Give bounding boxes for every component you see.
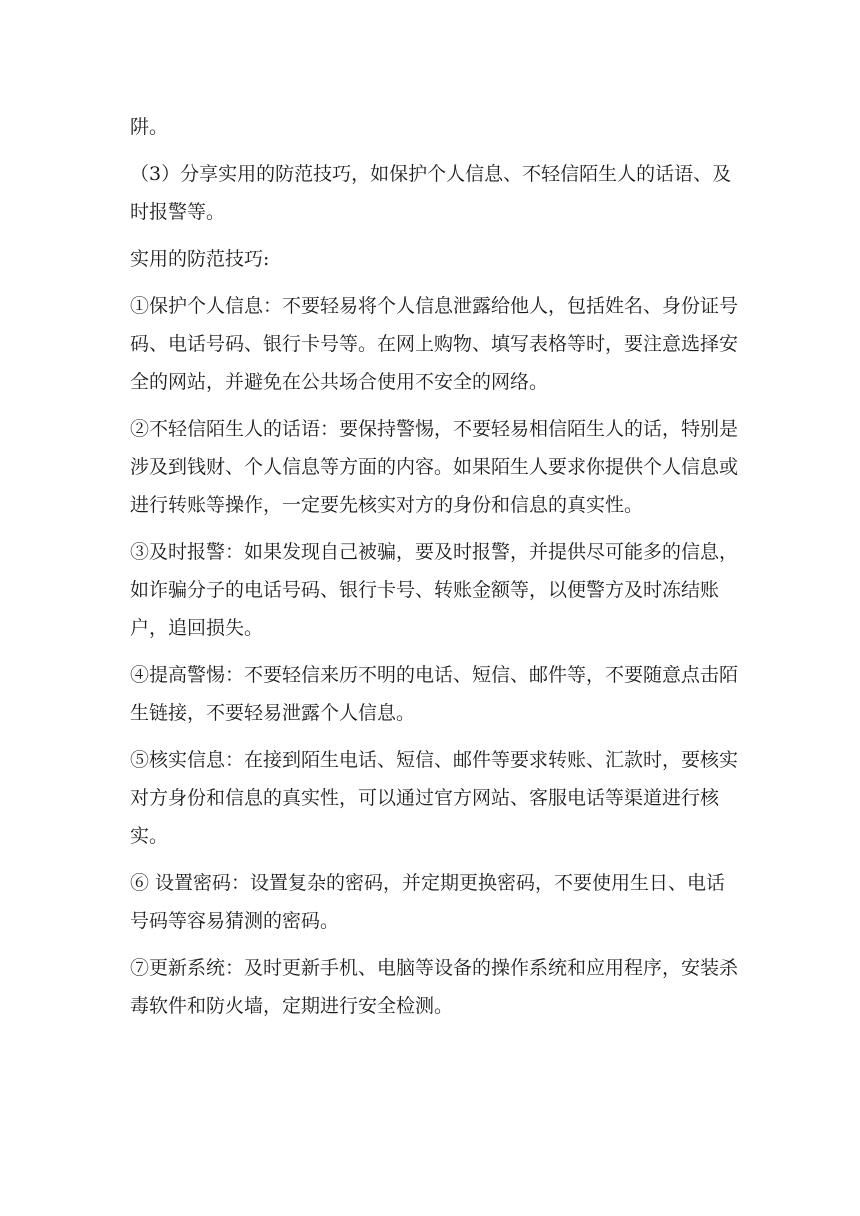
paragraph-tip-5: ⑤核实信息：在接到陌生电话、短信、邮件等要求转账、汇款时，要核实对方身份和信息的真实性，可以通过官方网站、客服电话等渠道进行核实。 [130, 749, 739, 847]
document-body [130, 108, 742, 1034]
paragraph-continuation: 阱。 [130, 116, 169, 138]
paragraph-tip-6: ⑥ 设置密码：设置复杂的密码，并定期更换密码，不要使用生日、电话号码等容易猜测的密码。 [130, 872, 726, 932]
paragraph-item-3-heading: （3）分享实用的防范技巧，如保护个人信息、不轻信陌生人的话语、及时报警等。 [130, 163, 732, 223]
paragraph-tips-title: 实用的防范技巧: [130, 248, 270, 270]
paragraph-tip-1: ①保护个人信息：不要轻易将个人信息泄露给他人，包括姓名、身份证号码、电话号码、银行卡号等。在网上购物、填写表格等时，要注意选择安全的网站，并避免在公共场合使用不安全的网络。 [130, 295, 739, 393]
paragraph-tip-7: ⑦更新系统：及时更新手机、电脑等设备的操作系统和应用程序，安装杀毒软件和防火墙，定期进行安全检测。 [130, 957, 739, 1017]
paragraph-tip-3: ③及时报警：如果发现自己被骗，要及时报警，并提供尽可能多的信息，如诈骗分子的电话号码、银行卡号、转账金额等，以便警方及时冻结账户，追回损失。 [130, 541, 739, 639]
paragraph-tip-4: ④提高警惕：不要轻信来历不明的电话、短信、邮件等，不要随意点击陌生链接，不要轻易泄露个人信息。 [130, 664, 739, 724]
paragraph-tip-2: ②不轻信陌生人的话语：要保持警惕，不要轻易相信陌生人的话，特别是涉及到钱财、个人信息等方面的内容。如果陌生人要求你提供个人信息或进行转账等操作，一定要先核实对方的身份和信息的真实性。 [130, 418, 739, 516]
